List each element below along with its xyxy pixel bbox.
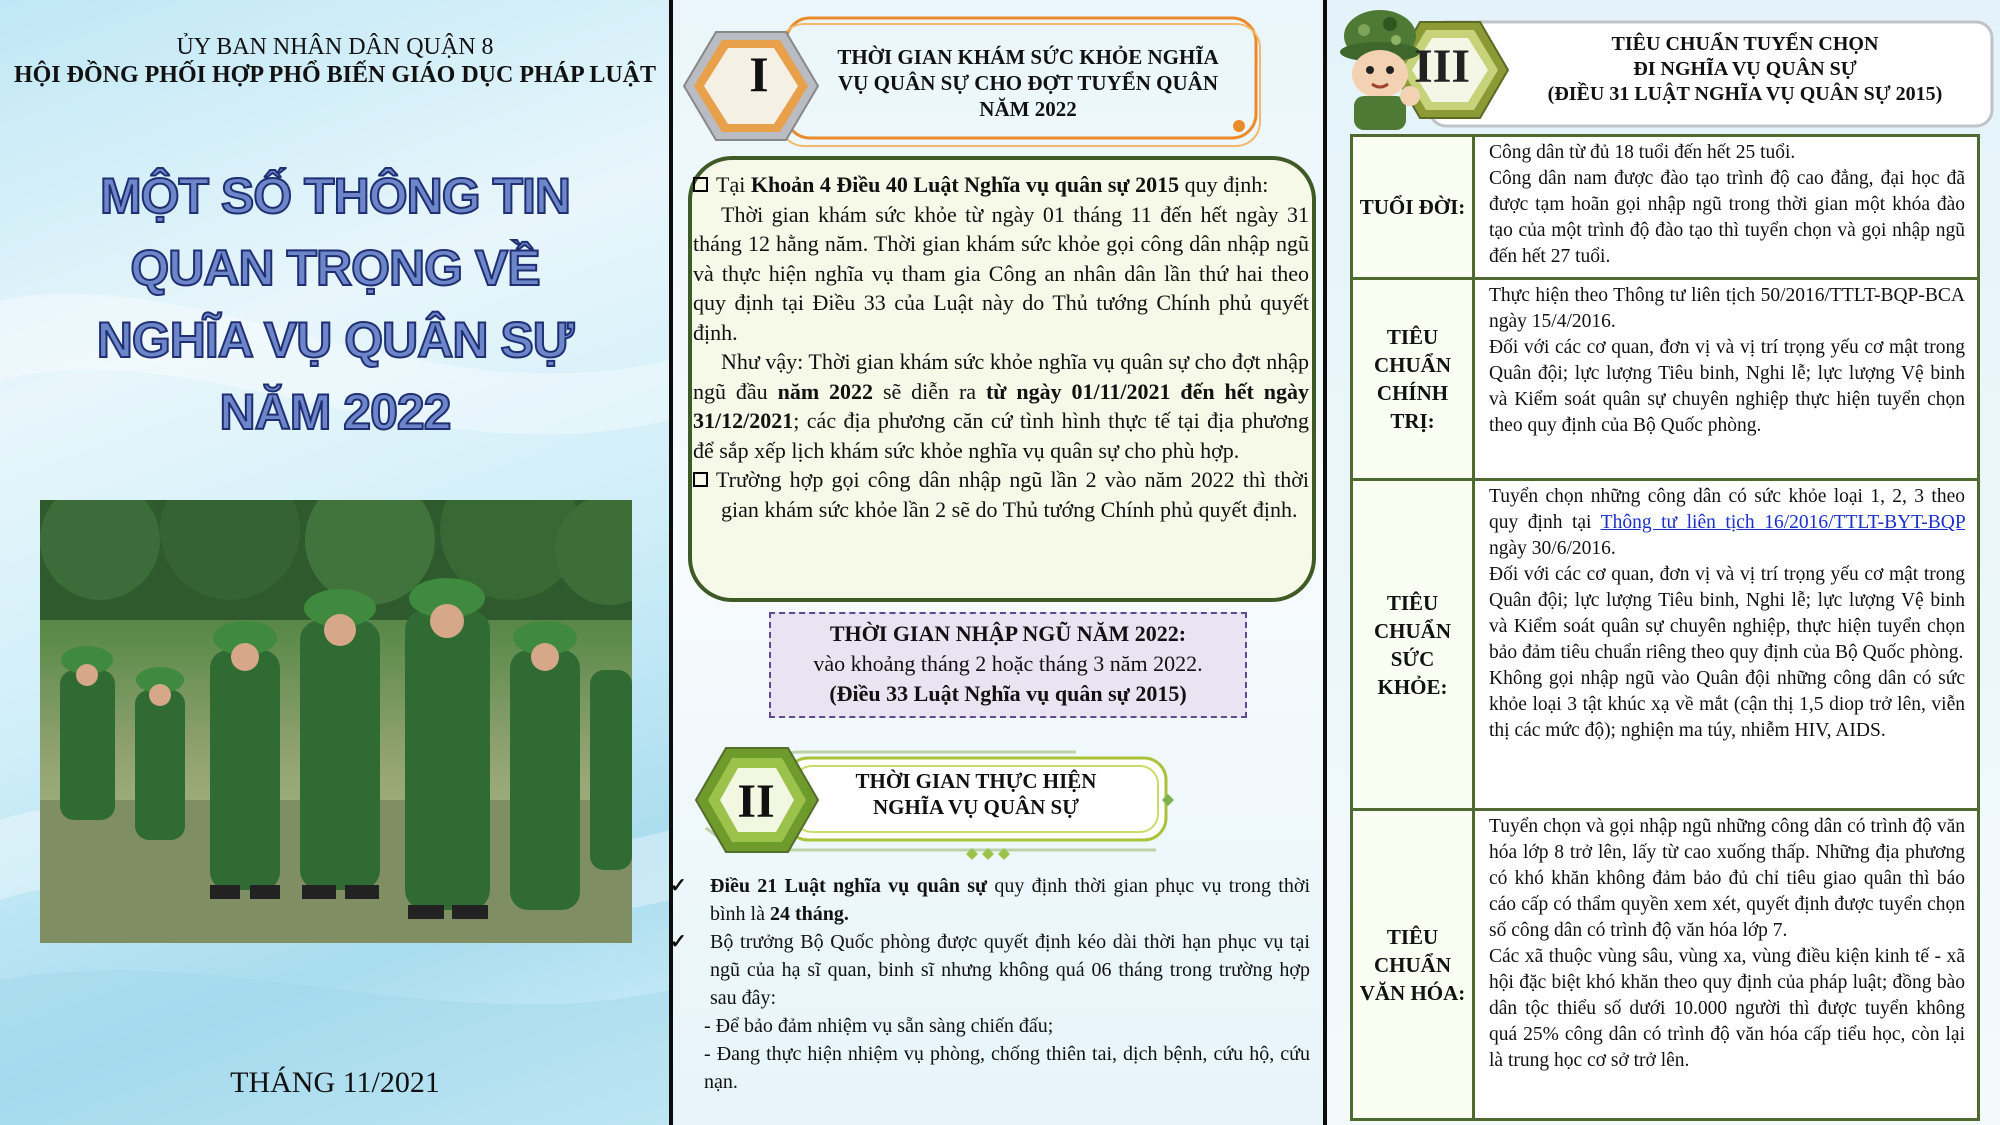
- row-value: [1474, 136, 1979, 279]
- text-run: quy định thời gian phục vụ trong thời bình là: [710, 875, 1310, 925]
- row-key: TUỔI ĐỜI:: [1352, 136, 1474, 279]
- text-run: ; các địa phương căn cứ tình hình thực tế tại địa phương để sắp xếp lịch khám sức khỏe nghĩa vụ quân sự cho phù hợp.: [693, 408, 1309, 463]
- heading-line: THỜI GIAN THỰC HIỆN: [855, 769, 1097, 793]
- cover-title-line: NĂM 2022: [219, 384, 451, 440]
- sub-item: - Đang thực hiện nhiệm vụ phòng, chống thiên tai, dịch bệnh, cứu hộ, cứu nạn.: [704, 1043, 1310, 1093]
- list-item: [670, 872, 1310, 928]
- row-value: [1474, 810, 1979, 1120]
- list-item: [670, 928, 1310, 1012]
- cover-title-line: MỘT SỐ THÔNG TIN: [99, 168, 571, 224]
- row-key: TIÊU CHUẨN SỨC KHỎE:: [1352, 480, 1474, 810]
- circular-link[interactable]: Thông tư liên tịch 16/2016/TTLT-BYT-BQP: [1600, 512, 1966, 533]
- text-run-bold: Điều 21 Luật nghĩa vụ quân sự: [710, 875, 988, 897]
- value-line: Không gọi nhập ngũ vào Quân đội những công dân có sức khỏe loại 3 tật khúc xạ về mắt (cận thị 1,5 diop trở lên, viễn thị các mức độ); nghiện ma túy, nhiễm HIV, AIDS.: [1489, 668, 1965, 741]
- text-run: Tuyển chọn những công dân có sức khỏe loại 1, 2, 3 theo quy định tại: [1489, 486, 1965, 533]
- value-line: Công dân từ đủ 18 tuổi đến hết 25 tuổi.: [1489, 142, 1796, 163]
- heading-line: VỤ QUÂN SỰ CHO ĐỢT TUYỂN QUÂN: [838, 71, 1218, 95]
- value-line: [1489, 484, 1965, 562]
- enlistment-ref: (Điều 33 Luật Nghĩa vụ quân sự 2015): [829, 681, 1187, 706]
- value-line: Đối với các cơ quan, đơn vị và vị trí trọng yếu cơ mật trong Quân đội; lực lượng Tiêu binh, Nghi lễ; lực lượng Vệ binh và Kiểm soát quân sự chuyên nghiệp, thực hiện tuyển chọn bảo đảm tiêu chuẩn riêng theo quy định của Bộ Quốc phòng.: [1489, 564, 1965, 663]
- value-line: Tuyển chọn và gọi nhập ngũ những công dân có trình độ văn hóa lớp 8 trở lên, lấy từ cao xuống thấp. Những địa phương có khó khăn không đảm bảo đủ chỉ tiêu giao quân thì báo cáo cấp có thẩm quyền xem xét, quyết định được tuyển chọn số công dân có trình độ văn hóa lớp 7.: [1489, 816, 1965, 941]
- text-run: Trường hợp gọi công dân nhập ngũ lần 2 vào năm 2022 thì thời gian khám sức khỏe lần 2 sẽ do Thủ tướng Chính phủ quyết định.: [716, 467, 1309, 522]
- paragraph: Thời gian khám sức khỏe từ ngày 01 tháng 11 đến hết ngày 31 tháng 12 hằng năm. Thời gian khám sức khỏe gọi công dân nhập ngũ và thực hiện nghĩa vụ tham gia Công an nhân dân lần thứ hai theo quy định tại Điều 33 của Luật này do Thủ tướng Chính phủ quyết định.: [693, 201, 1309, 345]
- checkmark-icon: ✓: [670, 875, 687, 897]
- heading-line: (ĐIỀU 31 LUẬT NGHĨA VỤ QUÂN SỰ 2015): [1547, 83, 1943, 105]
- law-reference: Khoản 4 Điều 40 Luật Nghĩa vụ quân sự 2015: [750, 172, 1180, 197]
- value-line: Công dân nam được đào tạo trình độ cao đẳng, đại học đã được tạm hoãn gọi nhập ngũ trong thời gian một khóa đào tạo của một trình độ đào tạo thì tuyển chọn và gọi nhập ngũ đến hết 27 tuổi.: [1489, 168, 1965, 267]
- criteria-table: [1350, 134, 1980, 1121]
- value-line: Các xã thuộc vùng sâu, vùng xa, vùng điều kiện kinh tế - xã hội đặc biệt khó khăn theo quy định của pháp luật; đồng bào dân tộc thiểu số dưới 10.000 người thì được tuyển không quá 25% công dân có trình độ văn hóa cấp tiểu học, còn lại là trung học cơ sở trở lên.: [1489, 946, 1965, 1071]
- table-row: [1352, 279, 1979, 480]
- cover-panel: [0, 0, 670, 1125]
- text-run: ngày 30/6/2016.: [1489, 538, 1616, 559]
- org-line-2: HỘI ĐỒNG PHỐI HỢP PHỔ BIẾN GIÁO DỤC PHÁP LUẬT: [13, 62, 657, 88]
- enlistment-box: [769, 612, 1247, 718]
- soldiers-photo: [40, 500, 632, 943]
- heading-line: NGHĨA VỤ QUÂN SỰ: [873, 795, 1079, 819]
- section3-numeral: III: [1413, 40, 1471, 93]
- p1-suffix: quy định:: [1179, 172, 1269, 197]
- text-run: Bộ trưởng Bộ Quốc phòng được quyết định kéo dài thời hạn phục vụ tại ngũ của hạ sĩ quan, binh sĩ nhưng không quá 06 tháng trong trường hợp sau đây:: [710, 931, 1310, 1009]
- cover-title: [40, 160, 630, 448]
- text-run: sẽ diễn ra: [873, 378, 986, 404]
- row-value: [1474, 480, 1979, 810]
- section3-heading: [1510, 32, 1980, 107]
- text-run-bold: 24 tháng.: [770, 903, 849, 925]
- text-run-bold: từ ngày 01/11/2021 đến hết ngày 31/12/2021: [693, 378, 1310, 433]
- value-line: Đối với các cơ quan, đơn vị và vị trí trọng yếu cơ mật trong Quân đội; lực lượng Tiêu binh, Nghi lễ; lực lượng Vệ binh và Kiểm soát quân sự chuyên nghiệp thực hiện tuyển chọn theo quy định của Bộ Quốc phòng.: [1489, 337, 1965, 436]
- value-line: Thực hiện theo Thông tư liên tịch 50/2016/TTLT-BQP-BCA ngày 15/4/2016.: [1489, 285, 1965, 332]
- paragraph: [693, 347, 1309, 465]
- checkbox-bullet-icon: [693, 472, 708, 487]
- p1-prefix: Tại: [716, 172, 751, 197]
- row-value: [1474, 279, 1979, 480]
- enlistment-title: THỜI GIAN NHẬP NGŨ NĂM 2022:: [829, 621, 1187, 646]
- table-row: [1352, 810, 1979, 1120]
- sub-item: - Để bảo đảm nhiệm vụ sẵn sàng chiến đấu;: [704, 1015, 1054, 1037]
- enlistment-body: vào khoảng tháng 2 hoặc tháng 3 năm 2022.: [813, 651, 1203, 676]
- org-line-1: ỦY BAN NHÂN DÂN QUẬN 8: [176, 34, 494, 60]
- heading-line: THỜI GIAN KHÁM SỨC KHỎE NGHĨA: [837, 45, 1219, 69]
- checkbox-bullet-icon: [693, 177, 708, 192]
- cover-title-line: NGHĨA VỤ QUÂN SỰ: [96, 312, 574, 368]
- section1-heading: [808, 44, 1248, 122]
- table-row: [1352, 136, 1979, 279]
- section2-numeral: II: [737, 775, 775, 828]
- heading-line: NĂM 2022: [979, 97, 1077, 121]
- row-key: TIÊU CHUẨN CHÍNH TRỊ:: [1352, 279, 1474, 480]
- checkmark-icon: ✓: [670, 931, 687, 953]
- cover-title-line: QUAN TRỌNG VỀ: [130, 240, 540, 296]
- section2-heading: [806, 768, 1146, 820]
- heading-line: TIÊU CHUẨN TUYỂN CHỌN: [1611, 33, 1879, 55]
- section2-text: [670, 872, 1310, 1096]
- text-run-bold: năm 2022: [777, 378, 874, 404]
- heading-line: ĐI NGHĨA VỤ QUÂN SỰ: [1633, 58, 1857, 80]
- row-key: TIÊU CHUẨN VĂN HÓA:: [1352, 810, 1474, 1120]
- paragraph: [693, 465, 1309, 524]
- section1-text: [693, 170, 1309, 524]
- issue-date: THÁNG 11/2021: [230, 1066, 440, 1099]
- text-run: Như vậy: Thời gian khám sức khỏe nghĩa vụ quân sự cho đợt nhập ngũ đầu: [693, 349, 1309, 404]
- section1-numeral: I: [749, 46, 769, 102]
- table-row: [1352, 480, 1979, 810]
